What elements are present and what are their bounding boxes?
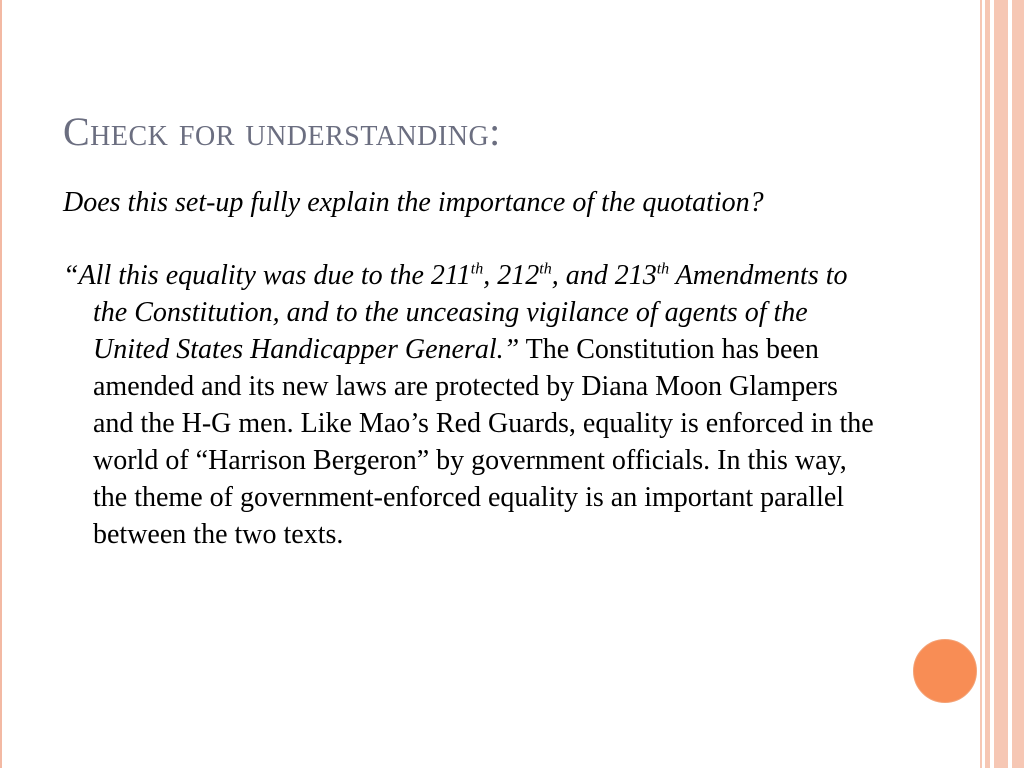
quote-paragraph [63,257,883,553]
ordinal-suffix: th [539,260,552,278]
quote-part: , and 213 [551,260,657,291]
right-stripe [985,0,990,768]
right-stripe [980,0,982,768]
question-text: Does this set-up fully explain the importance of the quotation? [63,187,764,218]
right-stripe [994,0,1008,768]
right-stripe [1012,0,1024,768]
slide-body [63,184,883,589]
quote-part: , 212 [483,260,540,291]
ordinal-suffix: th [470,260,484,278]
ordinal-suffix: th [656,260,670,278]
slide-title: Check for understanding: [63,109,501,154]
quote-part: “All this equality was due to the 211 [63,260,471,291]
decorative-circle [913,639,977,703]
quote-part: Amendments to the Constitution, and to the unceasing vigilance of agents of the United States Handicapper General.” [93,260,848,365]
explanation-text: The Constitution has been amended and its new laws are protected by Diana Moon Glampers and the H-G men. Like Mao’s Red Guards, equality is enforced in the world of “Harrison Bergeron” by government officials. In this way, the theme of government-enforced equality is an important parallel between the two texts. [93,334,874,550]
left-border-line [0,0,2,768]
question-paragraph [63,184,883,221]
